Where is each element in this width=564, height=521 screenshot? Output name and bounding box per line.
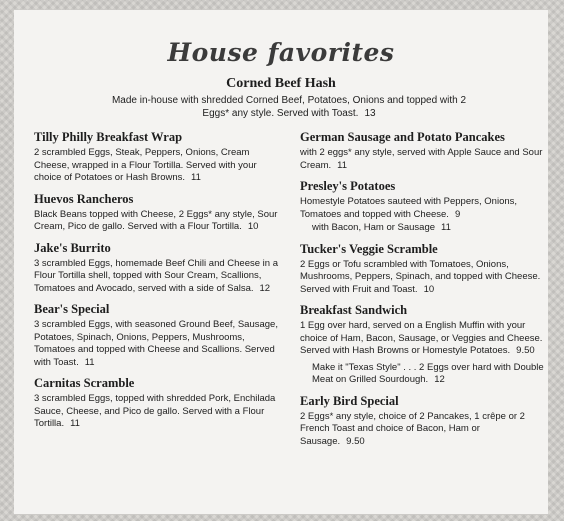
item-price: 10 bbox=[247, 221, 259, 232]
right-column bbox=[300, 130, 544, 455]
item-description bbox=[300, 147, 544, 172]
hero-item-description bbox=[104, 94, 474, 120]
menu-item bbox=[34, 130, 278, 185]
item-description bbox=[300, 411, 544, 449]
item-price: 11 bbox=[84, 356, 95, 368]
menu-item bbox=[34, 302, 278, 369]
menu-item bbox=[34, 241, 278, 296]
item-description-text: 3 scrambled Eggs, homemade Beef Chili and Cheese in a Flour Tortilla shell, topped with Sour Cream, Scallions, Tomatoes and Avocado, served with a side of Salsa. bbox=[34, 257, 278, 294]
item-price: 10 bbox=[423, 283, 435, 295]
item-description-text: Homestyle Potatoes sauteed with Peppers, Onions, Tomatoes and topped with Cheese. bbox=[300, 196, 518, 220]
menu-item bbox=[300, 179, 544, 235]
left-column bbox=[34, 130, 278, 438]
item-name: Tilly Philly Breakfast Wrap bbox=[34, 130, 183, 144]
item-price: 11 bbox=[337, 159, 348, 171]
item-name: Tucker's Veggie Scramble bbox=[300, 241, 438, 256]
item-description-text: 3 scrambled Eggs, with seasoned Ground Beef, Sausage, Potatoes, Spinach, Onions, Peppers, Mushrooms, Tomatoes and topped with Cheese and Scallions. Served with Toast. bbox=[34, 319, 278, 368]
page-title: House favorites bbox=[167, 38, 395, 67]
item-description-text: 2 Eggs* any style, choice of 2 Pancakes, 1 crêpe or 2 French Toast and choice of Bacon, Ham or Sausage. bbox=[300, 410, 525, 447]
item-description-text: 2 Eggs or Tofu scrambled with Tomatoes, Onions, Mushrooms, Peppers, Spinach, and topped with Cheese. Served with Fruit and Toast. bbox=[300, 258, 541, 295]
item-price: 9.50 bbox=[346, 435, 365, 447]
item-name: Bear's Special bbox=[34, 302, 110, 316]
item-texas-text: Make it "Texas Style" . . . 2 Eggs over hard with Double Meat on Grilled Sourdough. bbox=[312, 361, 544, 385]
item-texas-style bbox=[300, 362, 544, 387]
item-description bbox=[300, 320, 544, 358]
menu-card bbox=[14, 10, 548, 514]
item-price: 12 bbox=[259, 282, 271, 294]
item-name: Huevos Rancheros bbox=[34, 191, 134, 206]
item-addon-text: with Bacon, Ham or Sausage bbox=[312, 222, 436, 233]
item-price: 9 bbox=[454, 208, 461, 220]
item-name: Presley's Potatoes bbox=[300, 179, 396, 193]
item-description bbox=[34, 258, 278, 296]
item-name: German Sausage and Potato Pancakes bbox=[300, 130, 505, 144]
menu-item bbox=[34, 192, 278, 234]
item-description bbox=[300, 259, 544, 297]
item-description bbox=[300, 196, 544, 221]
item-description bbox=[34, 319, 278, 369]
item-addon bbox=[300, 222, 544, 235]
item-price: 11 bbox=[70, 418, 80, 429]
menu-item bbox=[34, 376, 278, 431]
item-description-text: 1 Egg over hard, served on a English Muffin with your choice of Ham, Bacon, Sausage, or Veggies and Cheese. Served with Hash Browns or Homestyle Potatoes. bbox=[300, 320, 543, 356]
item-name: Early Bird Special bbox=[300, 393, 399, 408]
item-description-text: Black Beans topped with Cheese, 2 Eggs* any style, Sour Cream, Pico de gallo. Served with a Flour Tortilla. bbox=[34, 208, 278, 232]
menu-item bbox=[300, 394, 544, 449]
menu-item bbox=[300, 303, 544, 387]
item-price: 9.50 bbox=[516, 345, 535, 356]
item-description-text: with 2 eggs* any style, served with Apple Sauce and Sour Cream. bbox=[300, 147, 543, 171]
item-description bbox=[34, 209, 278, 234]
item-name: Carnitas Scramble bbox=[34, 376, 135, 390]
item-description bbox=[34, 393, 278, 431]
item-name: Jake's Burrito bbox=[34, 240, 111, 255]
hero-description-text: Made in-house with shredded Corned Beef, Potatoes, Onions and topped with 2 Eggs* any style. Served with Toast. bbox=[111, 95, 467, 119]
item-description-text: 3 scrambled Eggs, topped with shredded Pork, Enchilada Sauce, Cheese, and Pico de gallo. Served with a Flour Tortilla. bbox=[34, 393, 276, 429]
hero-price: 13 bbox=[364, 108, 376, 119]
item-name: Breakfast Sandwich bbox=[300, 303, 408, 317]
hero-item-name: Corned Beef Hash bbox=[226, 76, 336, 91]
menu-item bbox=[300, 242, 544, 297]
menu-item bbox=[300, 130, 544, 172]
item-description-text: 2 scrambled Eggs, Steak, Peppers, Onions, Cream Cheese, wrapped in a Flour Tortilla. Served with your choice of Potatoes or Hash Browns. bbox=[34, 147, 257, 183]
item-texas-price: 12 bbox=[434, 374, 445, 385]
item-description bbox=[34, 147, 278, 185]
item-price: 11 bbox=[191, 172, 201, 183]
item-addon-price: 11 bbox=[441, 222, 451, 233]
